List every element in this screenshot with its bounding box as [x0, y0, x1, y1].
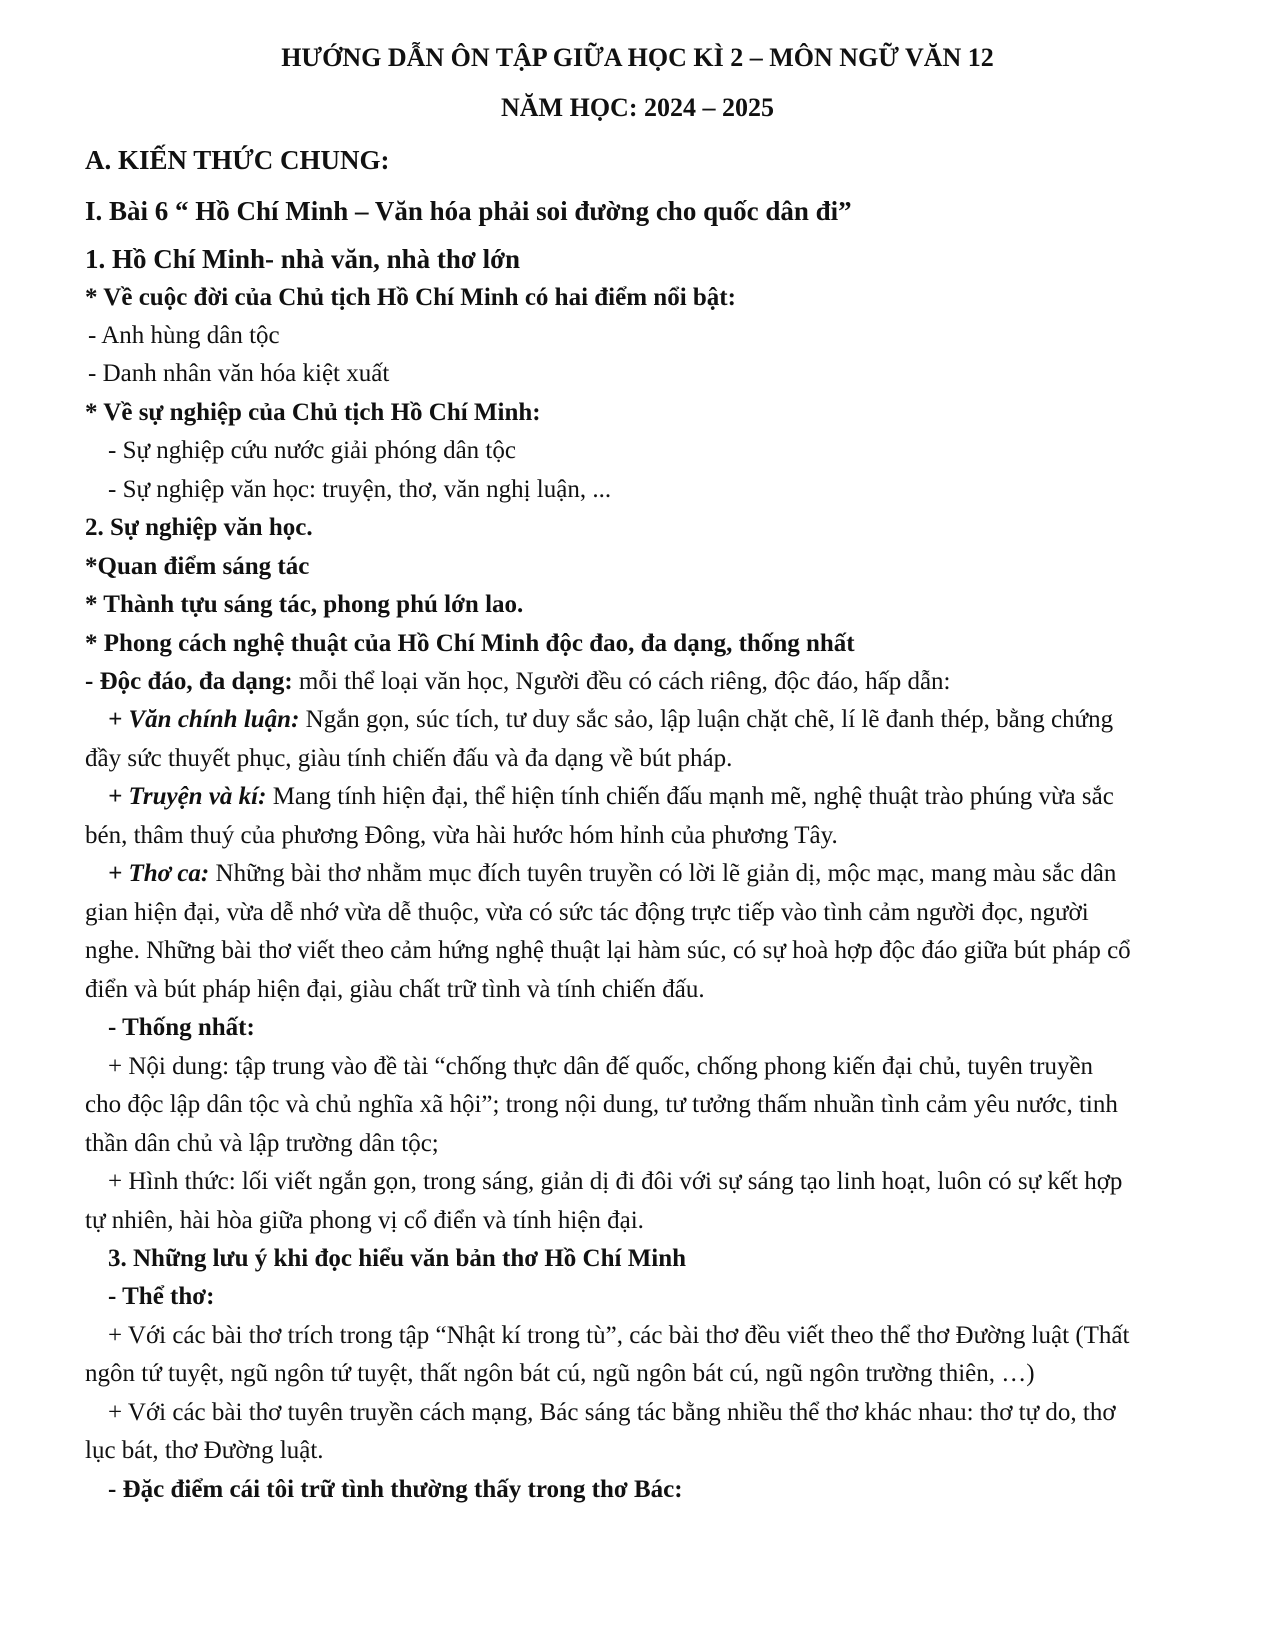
story-line-1 [108, 782, 1114, 812]
story-text: Mang tính hiện đại, thể hiện tính chiến đấu mạnh mẽ, nghệ thuật trào phúng vừa sắc [266, 783, 1114, 810]
content-line-3: thần dân chủ và lập trường dân tộc; [85, 1130, 439, 1157]
content-line-1: + Nội dung: tập trung vào đề tài “chống thực dân đế quốc, chống phong kiến đại chủ, tuyên truyền [108, 1053, 1094, 1080]
career-item: - Sự nghiệp cứu nước giải phóng dân tộc [108, 437, 516, 464]
life-heading: * Về cuộc đời của Chủ tịch Hồ Chí Minh có hai điểm nổi bật: [85, 284, 736, 311]
achievement-heading: * Thành tựu sáng tác, phong phú lớn lao. [85, 591, 524, 618]
poem-line-1 [108, 859, 1116, 889]
school-year: NĂM HỌC: 2024 – 2025 [501, 93, 774, 122]
viewpoint-heading: *Quan điểm sáng tác [85, 553, 310, 580]
poem-line-4: điển và bút pháp hiện đại, giàu chất trữ tình và tính chiến đấu. [85, 976, 705, 1003]
style-heading: * Phong cách nghệ thuật của Hồ Chí Minh độc đao, đa dạng, thống nhất [85, 630, 855, 657]
document-title: HƯỚNG DẪN ÔN TẬP GIỮA HỌC KÌ 2 – MÔN NGỮ VĂN 12 [281, 43, 994, 72]
form-line-1: + Hình thức: lối viết ngắn gọn, trong sáng, giản dị đi đôi với sự sáng tạo linh hoạt, luôn có sự kết hợp [108, 1168, 1123, 1195]
lesson-title: I. Bài 6 “ Hồ Chí Minh – Văn hóa phải soi đường cho quốc dân đi” [85, 196, 852, 226]
essay-label: + Văn chính luận: [108, 706, 300, 733]
unique-paragraph [85, 667, 950, 697]
part3-heading: 3. Những lưu ý khi đọc hiểu văn bản thơ Hồ Chí Minh [108, 1245, 687, 1272]
part2-heading: 2. Sự nghiệp văn học. [85, 514, 313, 541]
essay-text: Ngắn gọn, súc tích, tư duy sắc sảo, lập luận chặt chẽ, lí lẽ đanh thép, bằng chứng [299, 706, 1114, 733]
diary-line-2: ngôn tứ tuyệt, ngũ ngôn tứ tuyệt, thất ngôn bát cú, ngũ ngôn bát cú, ngũ ngôn trường thiên, …) [85, 1360, 1035, 1387]
story-line-2: bén, thâm thuý của phương Đông, vừa hài hước hóm hỉnh của phương Tây. [85, 822, 838, 849]
poem-label: + Thơ ca: [108, 860, 210, 887]
career-item: - Sự nghiệp văn học: truyện, thơ, văn nghị luận, ... [108, 476, 612, 503]
content-line-2: cho độc lập dân tộc và chủ nghĩa xã hội”; trong nội dung, tư tưởng thấm nhuần tình cảm yêu nước, tinh [85, 1091, 1118, 1118]
story-label: + Truyện và kí: [108, 783, 267, 810]
part1-heading: 1. Hồ Chí Minh- nhà văn, nhà thơ lớn [85, 244, 521, 274]
poem-line-3: nghe. Những bài thơ viết theo cảm hứng nghệ thuật lại hàm súc, có sự hoà hợp độc đáo giữa bút pháp cổ [85, 937, 1131, 964]
unique-text: mỗi thể loại văn học, Người đều có cách riêng, độc đáo, hấp dẫn: [292, 668, 951, 695]
life-item: - Danh nhân văn hóa kiệt xuất [88, 360, 390, 387]
unity-heading: - Thống nhất: [108, 1014, 255, 1041]
life-item: - Anh hùng dân tộc [88, 322, 280, 349]
revolution-line-1: + Với các bài thơ tuyên truyền cách mạng, Bác sáng tác bằng nhiều thể thơ khác nhau: thơ tự do, thơ [108, 1399, 1116, 1426]
career-heading: * Về sự nghiệp của Chủ tịch Hồ Chí Minh: [85, 399, 541, 426]
unique-label: - Độc đáo, đa dạng: [85, 668, 293, 695]
form-line-2: tự nhiên, hài hòa giữa phong vị cổ điển và tính hiện đại. [85, 1207, 644, 1234]
diary-line-1: + Với các bài thơ trích trong tập “Nhật kí trong tù”, các bài thơ đều viết theo thể thơ Đường luật (Thất [108, 1322, 1130, 1349]
essay-line-1 [108, 705, 1153, 735]
essay-line-2: đầy sức thuyết phục, giàu tính chiến đấu và đa dạng về bút pháp. [85, 745, 733, 772]
poem-text: Những bài thơ nhằm mục đích tuyên truyền có lời lẽ giản dị, mộc mạc, mang màu sắc dân [209, 860, 1117, 887]
lyric-heading: - Đặc điểm cái tôi trữ tình thường thấy trong thơ Bác: [108, 1476, 683, 1503]
revolution-line-2: lục bát, thơ Đường luật. [85, 1437, 324, 1464]
poem-line-2: gian hiện đại, vừa dễ nhớ vừa dễ thuộc, vừa có sức tác động trực tiếp vào tình cảm người đọc, người [85, 899, 1089, 926]
form-heading: - Thể thơ: [108, 1283, 215, 1310]
section-a-heading: A. KIẾN THỨC CHUNG: [85, 145, 390, 175]
